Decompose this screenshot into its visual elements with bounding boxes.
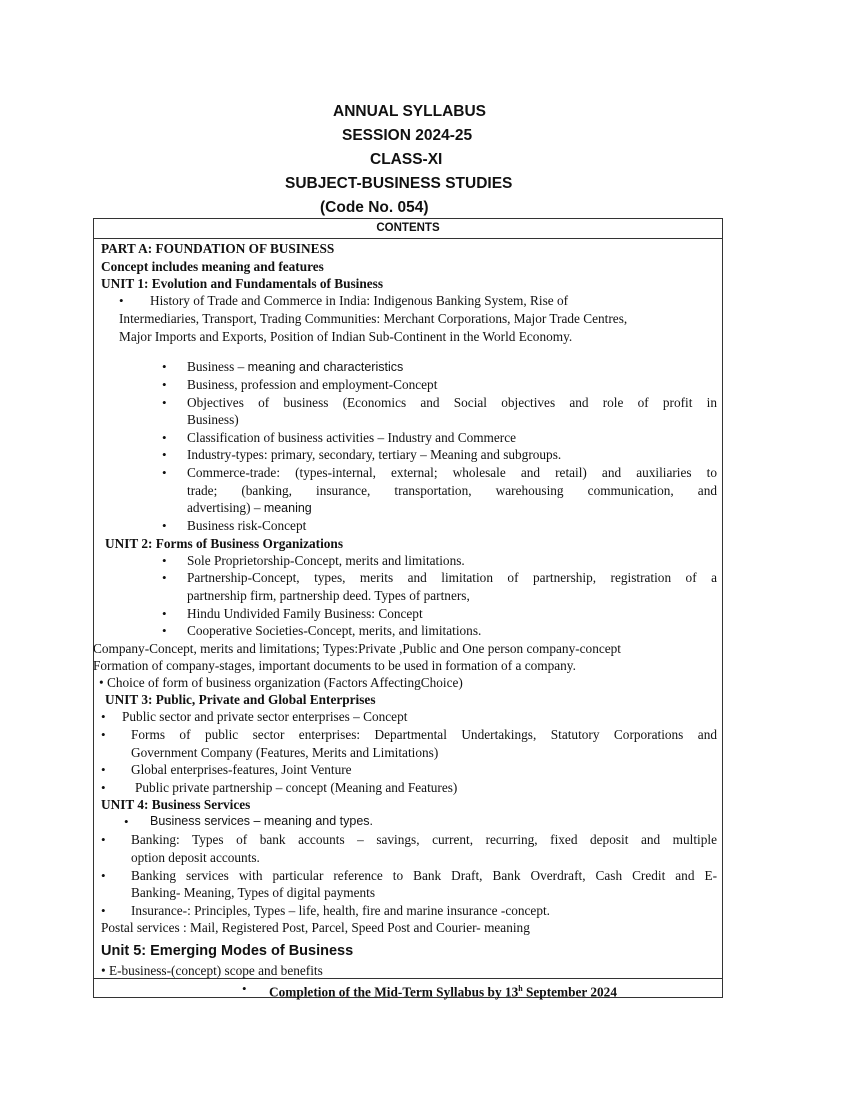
bullet: •	[162, 570, 167, 585]
unit3-item-cont: Government Company (Features, Merits and Limitations)	[131, 745, 439, 760]
unit1-item: Industry-types: primary, secondary, tertiary – Meaning and subgroups.	[187, 447, 562, 462]
bullet: •	[101, 727, 106, 742]
title-code: (Code No. 054)	[320, 199, 429, 216]
unit4-services: Business services – meaning and types.	[150, 814, 374, 828]
unit3-heading: UNIT 3: Public, Private and Global Enterprises	[105, 692, 376, 707]
bullet: •	[242, 981, 247, 996]
footer-text: September 2024	[522, 984, 617, 1000]
unit3-item: Public private partnership – concept (Meaning and Features)	[135, 780, 458, 795]
unit1-item-cont: trade; (banking, insurance, transportation, warehousing communication, and	[187, 483, 717, 498]
unit5-heading: Unit 5: Emerging Modes of Business	[101, 943, 354, 959]
concept-note: Concept includes meaning and features	[101, 259, 324, 274]
bullet: •	[162, 518, 167, 533]
unit2-item-cont: partnership firm, partnership deed. Types of partners,	[187, 588, 470, 603]
footer-row	[94, 978, 722, 999]
bullet: •	[162, 465, 167, 480]
company-line: Formation of company-stages, important documents to be used in formation of a company.	[93, 658, 576, 673]
unit1-item-cont: Business)	[187, 412, 239, 427]
title-session: SESSION 2024-25	[342, 127, 473, 144]
unit2-item: Partnership-Concept, types, merits and limitation of partnership, registration of a	[187, 570, 717, 585]
bullet: •	[101, 868, 106, 883]
item-text: advertising) –	[187, 500, 264, 515]
bullet: •	[119, 293, 124, 308]
unit1-item: Objectives of business (Economics and Social objectives and role of profit in	[187, 395, 717, 410]
unit1-history-line: Major Imports and Exports, Position of Indian Sub-Continent in the World Economy.	[119, 329, 573, 344]
unit1-heading: UNIT 1: Evolution and Fundamentals of Business	[101, 276, 384, 291]
title-subject: SUBJECT-BUSINESS STUDIES	[285, 175, 513, 192]
contents-header: CONTENTS	[94, 219, 722, 239]
title-annual-syllabus: ANNUAL SYLLABUS	[333, 103, 486, 120]
unit3-item: Public sector and private sector enterprises – Concept	[122, 709, 408, 724]
unit1-item	[187, 358, 403, 376]
unit4-item: Banking: Types of bank accounts – savings, current, recurring, fixed deposit and multiple	[131, 832, 717, 847]
unit4-item: Insurance-: Principles, Types – life, health, fire and marine insurance -concept.	[131, 903, 550, 918]
unit3-item: Global enterprises-features, Joint Venture	[131, 762, 352, 777]
bullet: •	[162, 359, 167, 374]
unit4-item-cont: Banking- Meaning, Types of digital payments	[131, 885, 376, 900]
choice-line: • Choice of form of business organization (Factors AffectingChoice)	[99, 675, 463, 690]
bullet: •	[101, 709, 106, 724]
unit3-item: Forms of public sector enterprises: Departmental Undertakings, Statutory Corporations and	[131, 727, 717, 742]
bullet: •	[162, 377, 167, 392]
bullet: •	[101, 832, 106, 847]
footer-text: Completion of the Mid-Term Syllabus by 13	[269, 984, 519, 1000]
item-text: meaning	[263, 501, 312, 515]
title-class: CLASS-XI	[370, 151, 443, 168]
unit1-history-line: History of Trade and Commerce in India: Indigenous Banking System, Rise of	[150, 293, 569, 308]
mid-term-completion	[269, 980, 617, 1000]
bullet: •	[162, 553, 167, 568]
bullet: •	[162, 623, 167, 638]
bullet: •	[101, 780, 106, 795]
unit4-item-cont: option deposit accounts.	[131, 850, 260, 865]
bullet: •	[162, 606, 167, 621]
bullet: •	[162, 447, 167, 462]
unit1-item: Business, profession and employment-Concept	[187, 377, 438, 392]
company-line: Company-Concept, merits and limitations; Types:Private ,Public and One person company-concept	[93, 641, 622, 656]
contents-table	[93, 218, 723, 998]
bullet: •	[101, 903, 106, 918]
unit1-item: Classification of business activities – Industry and Commerce	[187, 430, 517, 445]
bullet: •	[162, 430, 167, 445]
unit2-item: Sole Proprietorship-Concept, merits and limitations.	[187, 553, 465, 568]
unit5-item: • E-business-(concept) scope and benefits	[101, 963, 323, 978]
unit1-item: Commerce-trade: (types-internal, external; wholesale and retail) and auxiliaries to	[187, 465, 717, 480]
unit2-heading: UNIT 2: Forms of Business Organizations	[105, 536, 344, 551]
bullet: •	[162, 395, 167, 410]
bullet: •	[101, 762, 106, 777]
unit2-item: Cooperative Societies-Concept, merits, and limitations.	[187, 623, 482, 638]
bullet: •	[124, 814, 129, 829]
unit4-heading: UNIT 4: Business Services	[101, 797, 251, 812]
unit4-item: Banking services with particular reference to Bank Draft, Bank Overdraft, Cash Credit and E-	[131, 868, 717, 883]
unit2-item: Hindu Undivided Family Business: Concept	[187, 606, 423, 621]
postal-line: Postal services : Mail, Registered Post, Parcel, Speed Post and Courier- meaning	[101, 920, 530, 935]
unit1-history-line: Intermediaries, Transport, Trading Communities: Merchant Corporations, Major Trade Centres,	[119, 311, 628, 326]
unit1-item: Business risk-Concept	[187, 518, 307, 533]
footer-sup: h	[518, 984, 523, 993]
unit1-item-cont	[187, 499, 312, 517]
item-text: Business –	[187, 359, 248, 374]
item-text: meaning and characteristics	[247, 360, 404, 374]
part-a-heading: PART A: FOUNDATION OF BUSINESS	[101, 241, 335, 256]
